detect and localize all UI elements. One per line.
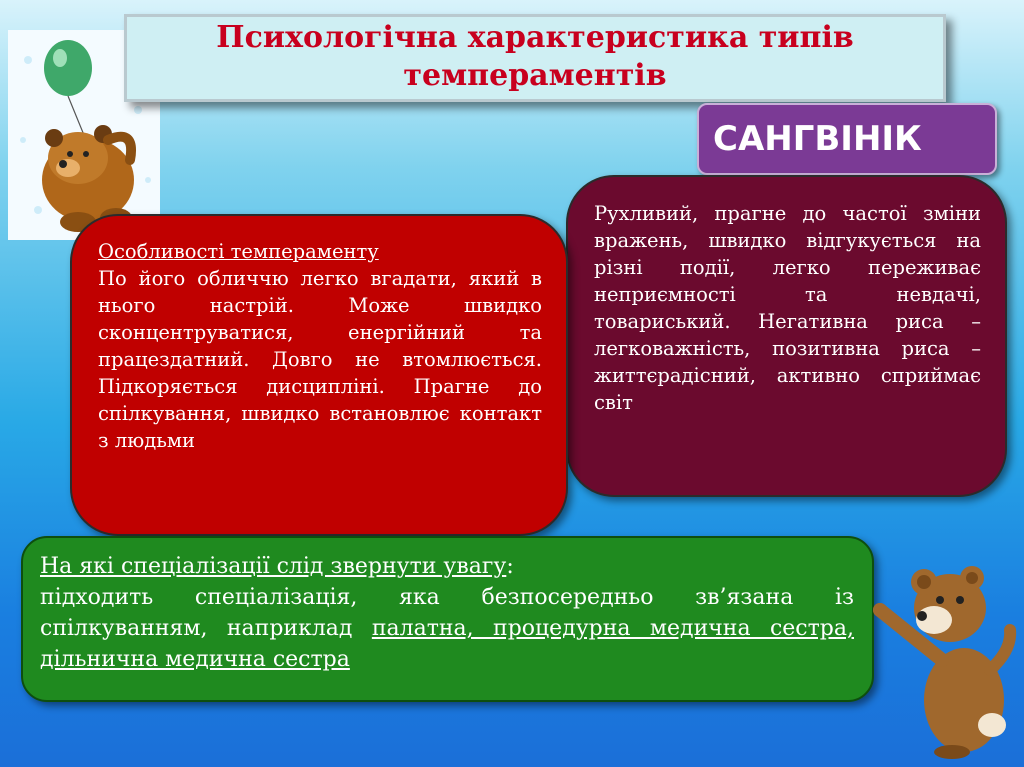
features-text: По його обличчю легко вгадати, який в нього настрій. Може швидко сконцентруватися, енергійний та працездатний. Довго не втомлюється. Підкоряється дисципліні. Прагне до спілкування, швидко встановлює контакт з людьми	[98, 267, 542, 452]
features-heading: Особливості темпераменту	[98, 240, 379, 263]
slide-title	[124, 14, 946, 102]
pointing-bear-image	[872, 560, 1022, 760]
specializations-text: підходить спеціалізація, яка безпосередньо зв’язана із спілкуванням, наприклад	[40, 585, 854, 641]
question-colon: :	[506, 554, 514, 579]
title-line-2: темпераментів	[403, 58, 667, 93]
temperament-features-card	[70, 214, 568, 536]
specializations-card	[21, 536, 874, 702]
specializations-examples: палатна, процедурна медична сестра, дільнична медична сестра	[40, 616, 854, 672]
characteristics-text: Рухливий, прагне до частої зміни вражень, швидко відгукується на різні події, легко переживає неприємності та невдачі, товариський. Негативна риса – легковажність, позитивна риса – життєрадісний, активно сприймає світ	[594, 202, 981, 414]
temperament-type-label: САНГВІНІК	[697, 103, 997, 175]
specializations-question: На які спеціалізації слід звернути увагу	[40, 554, 507, 579]
characteristics-card	[566, 175, 1007, 497]
title-line-1: Психологічна характеристика типів	[216, 20, 854, 55]
